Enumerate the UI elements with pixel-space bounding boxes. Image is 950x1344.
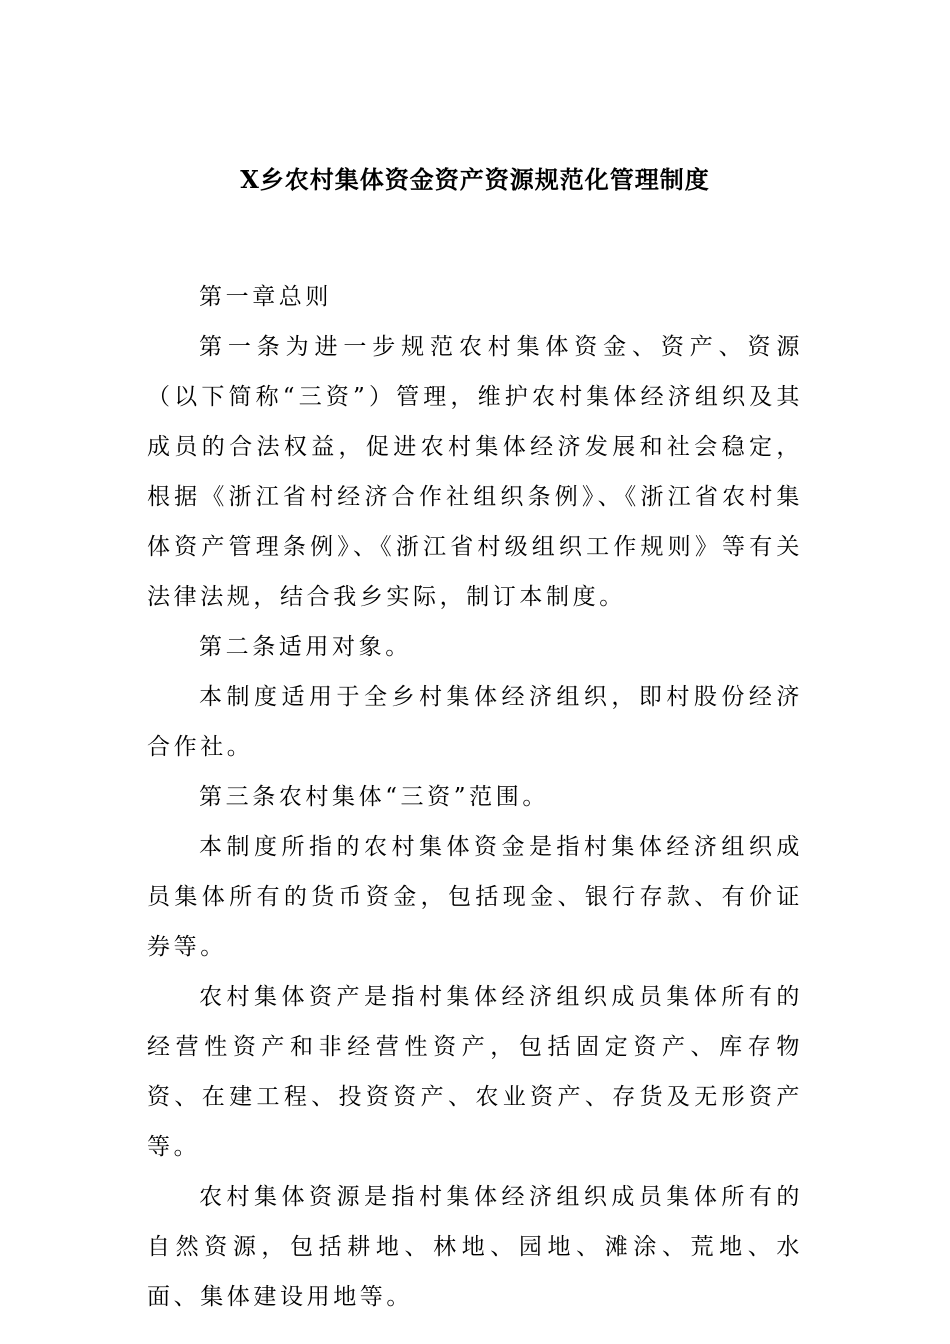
article-3-funds: 本制度所指的农村集体资金是指村集体经济组织成员集体所有的货币资金，包括现金、银行存款、有价证券等。 [147, 834, 803, 960]
chapter-heading: 第一章总则 [199, 284, 332, 310]
document-body [147, 272, 803, 1322]
article-3-resources: 农村集体资源是指村集体经济组织成员集体所有的自然资源，包括耕地、林地、园地、滩涂、荒地、水面、集体建设用地等。 [147, 1184, 803, 1310]
article-2-body: 本制度适用于全乡村集体经济组织，即村股份经济合作社。 [147, 684, 803, 760]
article-3-heading: 第三条农村集体“三资”范围。 [199, 784, 549, 810]
article-2-heading: 第二条适用对象。 [199, 634, 412, 660]
article-3-assets: 农村集体资产是指村集体经济组织成员集体所有的经营性资产和非经营性资产，包括固定资产、库存物资、在建工程、投资资产、农业资产、存货及无形资产等。 [147, 984, 803, 1160]
document-title: X乡农村集体资金资产资源规范化管理制度 [240, 165, 710, 194]
article-1: 第一条为进一步规范农村集体资金、资产、资源（以下简称“三资”）管理，维护农村集体经济组织及其成员的合法权益，促进农村集体经济发展和社会稳定，根据《浙江省村经济合作社组织条例》、《浙江省农村集体资产管理条例》、《浙江省村级组织工作规则》等有关法律法规，结合我乡实际，制订本制度。 [147, 334, 803, 610]
